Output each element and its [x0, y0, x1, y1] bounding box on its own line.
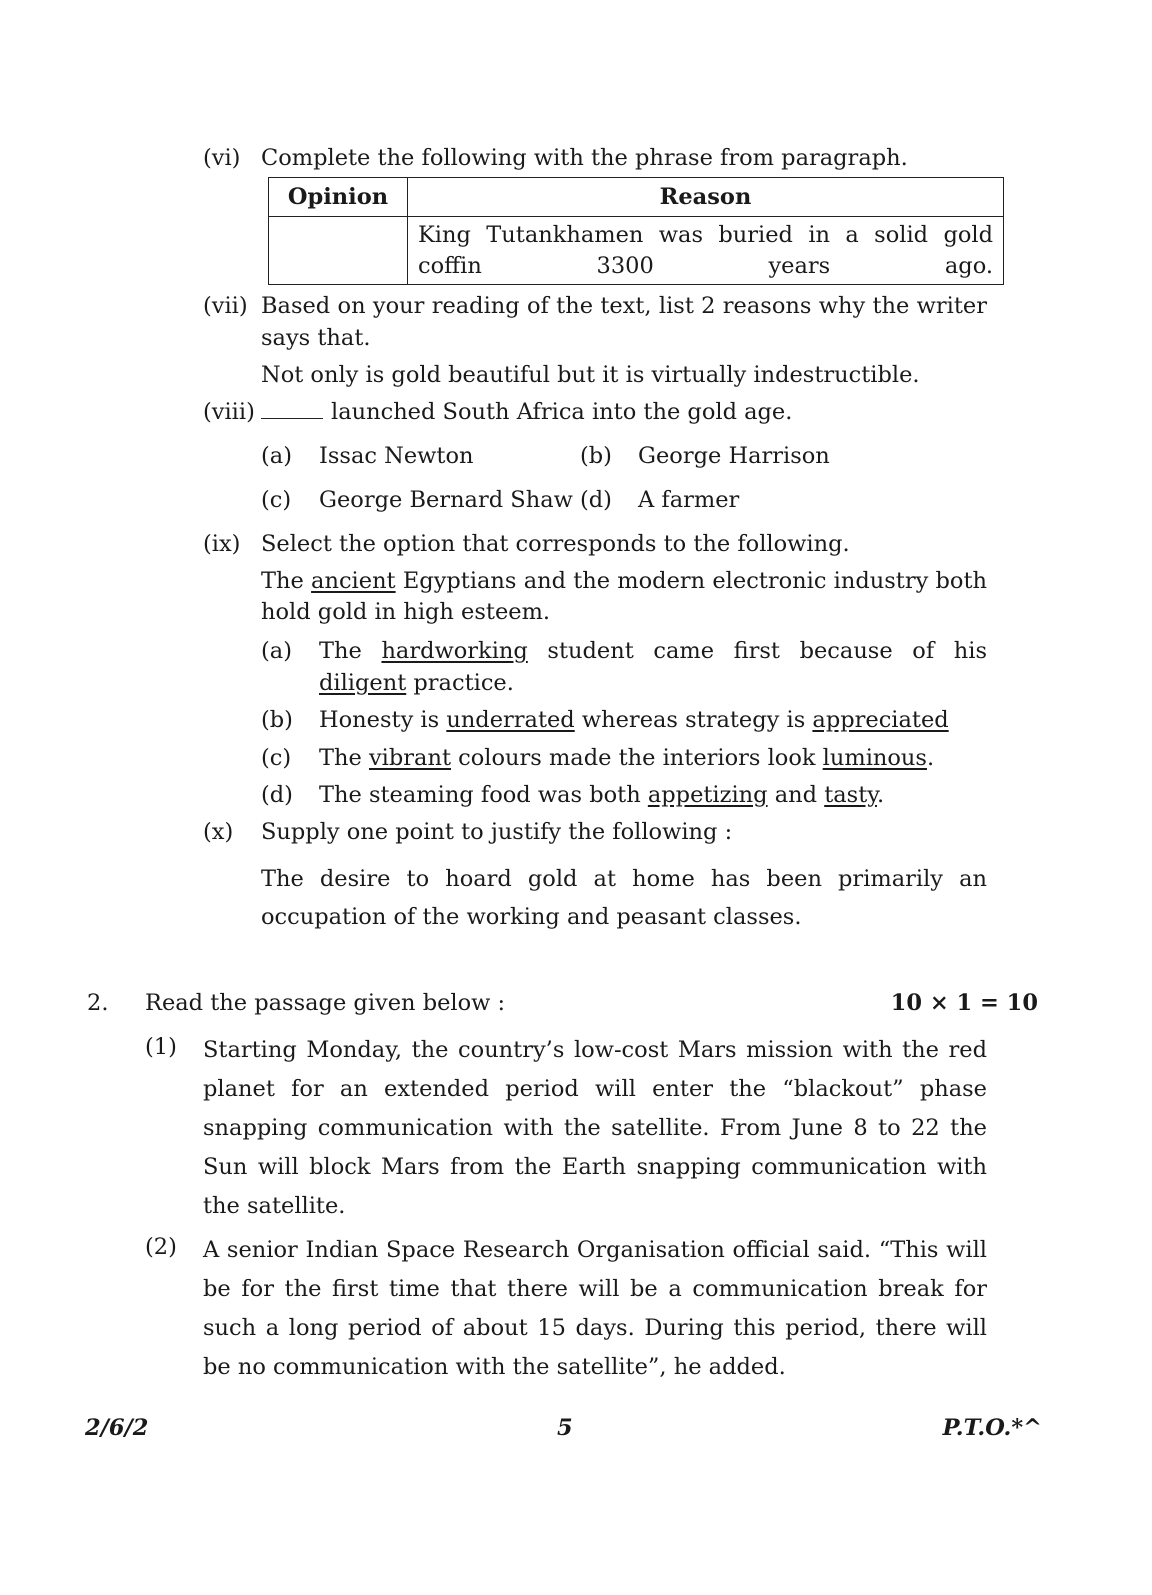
question-2-text: Read the passage given below :: [145, 990, 506, 1016]
option-label-viii-a: (a): [261, 443, 292, 469]
marks-label: 10 × 1 = 10: [890, 990, 1038, 1016]
reason-text: King Tutankhamen was buried in a solid gold coffin 3300 years ago.: [418, 222, 993, 279]
question-ix-text: Select the option that corresponds to the following.: [261, 531, 850, 557]
option-text-ix-c: The vibrant colours made the interiors look luminous.: [319, 745, 935, 771]
underlined-word: underrated: [446, 707, 575, 733]
underlined-word: luminous: [822, 745, 927, 771]
option-label-viii-d: (d): [580, 487, 612, 513]
table-header-reason: Reason: [408, 178, 1004, 217]
passage-paragraph-2: A senior Indian Space Research Organisation official said. “This will be for the first time that there will be a communication break for such a long period of about 15 days. During this period, there will be no communication with the satellite”, he added.: [203, 1237, 987, 1380]
item-number-viii: (viii): [203, 399, 255, 425]
option-text-viii-c: George Bernard Shaw: [319, 487, 573, 513]
table-cell-reason: [408, 217, 1004, 285]
pto-label: P.T.O.*^: [942, 1415, 1042, 1441]
question-viii-line: [261, 396, 792, 429]
option-label-ix-d: (d): [261, 782, 293, 808]
opinion-reason-table: [268, 177, 1004, 285]
underlined-word: appetizing: [647, 782, 768, 808]
option-label-viii-c: (c): [261, 487, 292, 513]
question-vii-quote: Not only is gold beautiful but it is virtually indestructible.: [261, 362, 920, 388]
underlined-word: tasty: [824, 782, 877, 808]
paper-code: 2/6/2: [85, 1415, 149, 1441]
paragraph-label-2: (2): [145, 1234, 177, 1260]
question-vii-text: Based on your reading of the text, list 2 reasons why the writer says that.: [261, 293, 987, 351]
table-header-opinion: Opinion: [269, 178, 408, 217]
item-number-x: (x): [203, 819, 234, 845]
question-viii-text: launched South Africa into the gold age.: [331, 399, 793, 425]
answer-blank: [261, 398, 323, 419]
option-text-ix-d: The steaming food was both appetizing and tasty.: [319, 782, 885, 808]
option-label-ix-b: (b): [261, 707, 293, 733]
question-ix-stem: The ancient Egyptians and the modern electronic industry both hold gold in high esteem.: [261, 568, 987, 625]
table-cell-opinion-blank: [269, 217, 408, 285]
option-label-viii-b: (b): [580, 443, 612, 469]
underlined-word: hardworking: [381, 638, 528, 664]
option-label-ix-a: (a): [261, 638, 292, 664]
question-number-2: 2.: [87, 990, 109, 1016]
option-label-ix-c: (c): [261, 745, 292, 771]
option-text-viii-b: George Harrison: [638, 443, 830, 469]
option-text-viii-a: Issac Newton: [319, 443, 474, 469]
item-number-vi: (vi): [203, 145, 241, 171]
paragraph-label-1: (1): [145, 1034, 177, 1060]
underlined-word: ancient: [311, 568, 396, 594]
item-number-ix: (ix): [203, 531, 241, 557]
option-text-ix-a: The hardworking student came first because of his diligent practice.: [319, 638, 987, 696]
passage-paragraph-1: Starting Monday, the country’s low-cost Mars mission with the red planet for an extended period will enter the “blackout” phase snapping communication with the satellite. From June 8 to 22 the Sun will block Mars from the Earth snapping communication with the satellite.: [203, 1037, 987, 1219]
underlined-word: appreciated: [812, 707, 949, 733]
option-text-ix-b: Honesty is underrated whereas strategy is appreciated: [319, 707, 949, 733]
question-x-quote: The desire to hoard gold at home has been primarily an occupation of the working and peasant classes.: [261, 866, 987, 930]
question-x-text: Supply one point to justify the following :: [261, 819, 733, 845]
underlined-word: vibrant: [368, 745, 451, 771]
underlined-word: diligent: [319, 670, 407, 696]
question-vi-text: Complete the following with the phrase from paragraph.: [261, 145, 908, 171]
item-number-vii: (vii): [203, 293, 248, 319]
option-text-viii-d: A farmer: [638, 487, 740, 513]
page-number: 5: [557, 1415, 573, 1441]
